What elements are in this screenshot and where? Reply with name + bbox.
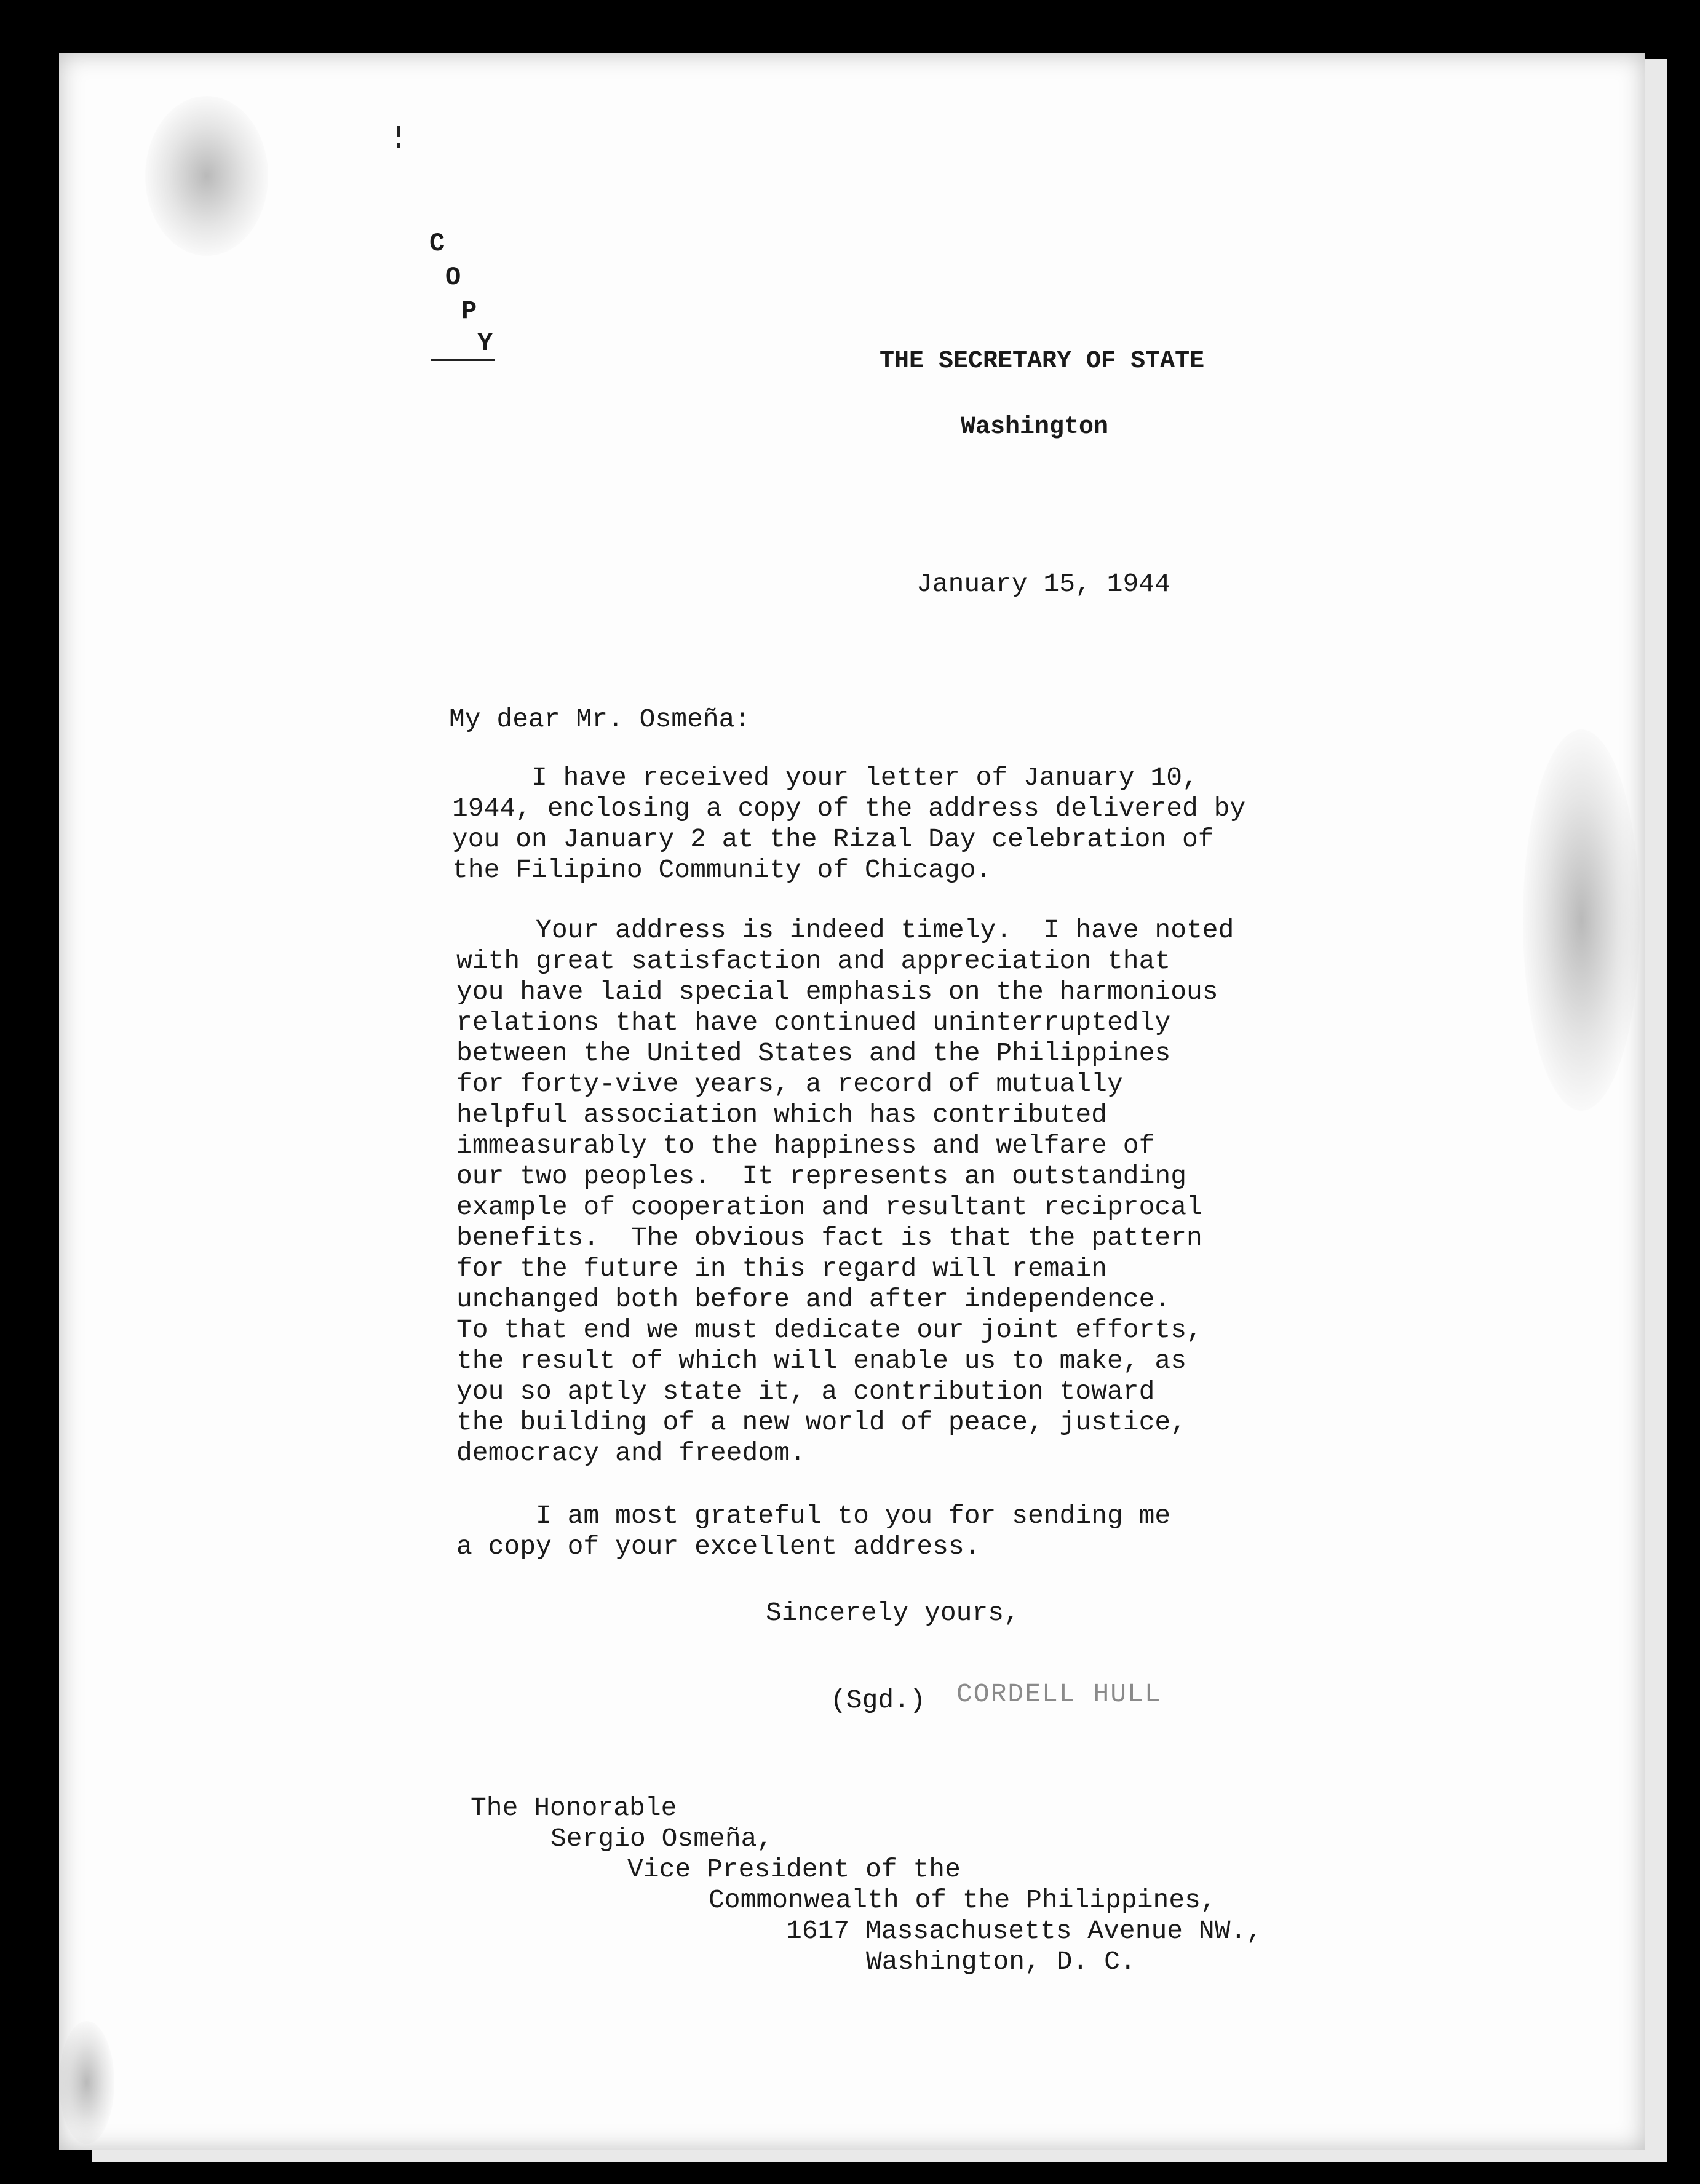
letter-date: January 15, 1944	[916, 569, 1170, 599]
copy-stamp	[424, 231, 510, 366]
signature-name: CORDELL HULL	[956, 1679, 1162, 1709]
body-line: I have received your letter of January 10,	[452, 763, 1198, 793]
body-line: democracy and freedom.	[456, 1438, 806, 1468]
body-line: the building of a new world of peace, justice,	[456, 1407, 1186, 1437]
letterhead-office: THE SECRETARY OF STATE	[880, 347, 1205, 375]
body-line: between the United States and the Philippines	[456, 1038, 1171, 1068]
body-line: the Filipino Community of Chicago.	[452, 855, 992, 885]
ink-smudge	[145, 96, 268, 256]
body-line: helpful association which has contributed	[456, 1100, 1107, 1130]
addressee-line: Vice President of the	[627, 1854, 961, 1884]
body-line: unchanged both before and after independence.	[456, 1284, 1171, 1314]
body-line: the result of which will enable us to make, as	[456, 1346, 1186, 1376]
body-line: a copy of your excellent address.	[456, 1531, 980, 1562]
addressee-line: Commonwealth of the Philippines,	[709, 1885, 1217, 1915]
body-line: our two peoples. It represents an outstanding	[456, 1161, 1186, 1191]
copy-letter: P	[461, 296, 477, 326]
body-line: immeasurably to the happiness and welfare of	[456, 1130, 1155, 1161]
copy-letter: O	[445, 263, 461, 292]
addressee-line: 1617 Massachusetts Avenue NW.,	[786, 1916, 1263, 1946]
copy-letter: C	[429, 229, 445, 258]
ink-smudge	[59, 2021, 114, 2144]
addressee-line: Sergio Osmeña,	[550, 1824, 773, 1854]
punch-mark	[397, 126, 400, 137]
body-line: To that end we must dedicate our joint efforts,	[456, 1315, 1202, 1345]
body-line: for forty-vive years, a record of mutually	[456, 1069, 1123, 1099]
signature-prefix: (Sgd.)	[830, 1685, 926, 1715]
body-line: 1944, enclosing a copy of the address delivered by	[452, 793, 1246, 824]
body-line: I am most grateful to you for sending me	[456, 1501, 1171, 1531]
copy-underline	[431, 359, 495, 361]
ink-smudge	[1523, 729, 1640, 1111]
body-line: example of cooperation and resultant reciprocal	[456, 1192, 1202, 1222]
addressee-line: Washington, D. C.	[866, 1947, 1136, 1977]
body-line: you have laid special emphasis on the harmonious	[456, 977, 1218, 1007]
body-line: you on January 2 at the Rizal Day celebration of	[452, 824, 1214, 854]
body-line: you so aptly state it, a contribution toward	[456, 1376, 1155, 1407]
punch-mark	[397, 143, 400, 148]
body-line: with great satisfaction and appreciation that	[456, 946, 1171, 976]
body-line: Your address is indeed timely. I have noted	[456, 915, 1234, 945]
body-line: for the future in this regard will remain	[456, 1253, 1107, 1284]
letterhead-city: Washington	[961, 413, 1109, 441]
body-line: benefits. The obvious fact is that the pattern	[456, 1223, 1202, 1253]
closing: Sincerely yours,	[766, 1598, 1020, 1628]
body-line: relations that have continued uninterruptedly	[456, 1007, 1171, 1038]
salutation: My dear Mr. Osmeña:	[449, 704, 751, 734]
addressee-line: The Honorable	[471, 1793, 677, 1823]
copy-letter: Y	[477, 328, 493, 358]
